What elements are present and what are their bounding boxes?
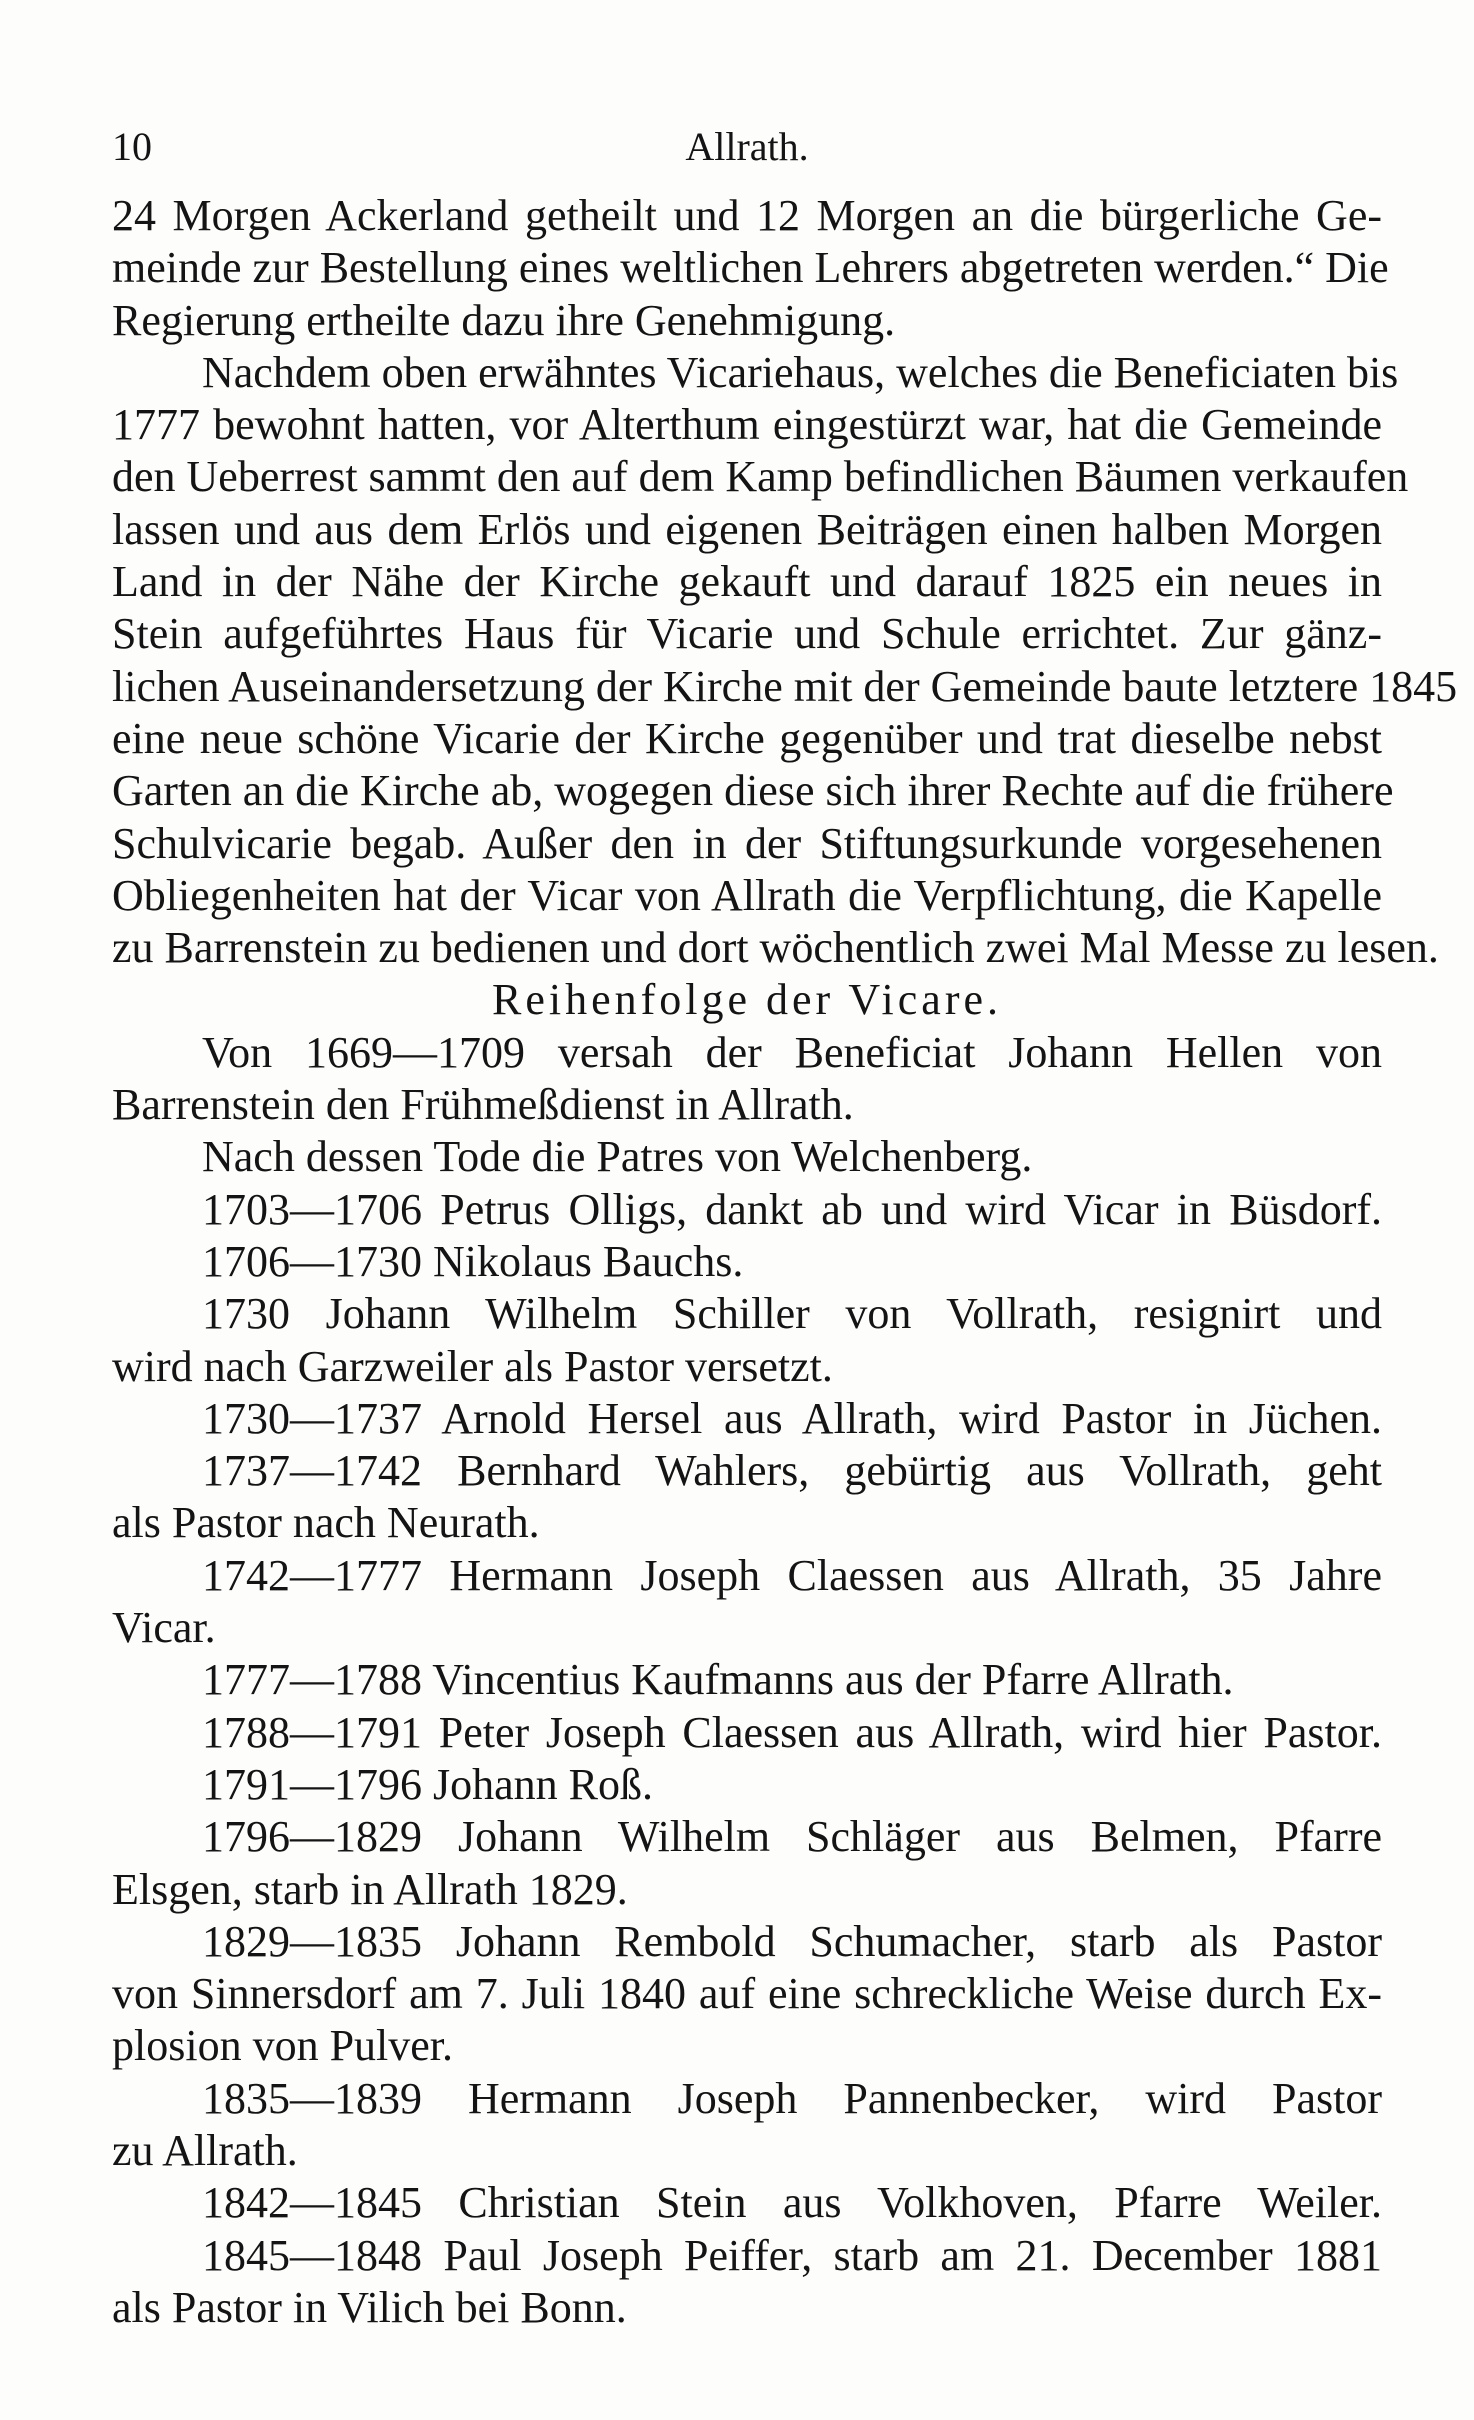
entry-line: wird nach Garzweiler als Pastor versetzt. (112, 1341, 833, 1391)
text-line: lassen und aus dem Erlös und eigenen Beiträgen einen halben Morgen (112, 504, 1382, 554)
entry-line: 1835—1839 Hermann Joseph Pannenbecker, wird Pastor (202, 2073, 1382, 2123)
text-line: zu Barrenstein zu bedienen und dort wöchentlich zwei Mal Messe zu lesen. (112, 923, 1439, 973)
entry-line: 1706—1730 Nikolaus Bauchs. (202, 1236, 744, 1286)
entry-line: 1730 Johann Wilhelm Schiller von Vollrath, resignirt und (202, 1289, 1382, 1339)
text-line: Nachdem oben erwähntes Vicariehaus, welches die Beneficiaten bis (202, 347, 1399, 397)
entry-line: Von 1669—1709 versah der Beneficiat Johann Hellen von (202, 1027, 1382, 1077)
body-text (112, 190, 1458, 2334)
entry-line: 1796—1829 Johann Wilhelm Schläger aus Belmen, Pfarre (202, 1812, 1382, 1862)
page-number: 10 (112, 124, 152, 169)
entry-line: 1845—1848 Paul Joseph Peiffer, starb am 21. December 1881 (202, 2230, 1382, 2280)
entry-line: 1742—1777 Hermann Joseph Claessen aus Allrath, 35 Jahre (202, 1550, 1382, 1600)
text-line: Land in der Nähe der Kirche gekauft und darauf 1825 ein neues in (112, 557, 1382, 607)
text-line: meinde zur Bestellung eines weltlichen Lehrers abgetreten werden.“ Die (112, 243, 1389, 293)
entry-line: Barrenstein den Frühmeßdienst in Allrath. (112, 1080, 854, 1130)
text-line: den Ueberrest sammt den auf dem Kamp befindlichen Bäumen verkaufen (112, 452, 1409, 502)
entry-line: Nach dessen Tode die Patres von Welchenberg. (202, 1132, 1033, 1182)
text-line: Regierung ertheilte dazu ihre Genehmigung. (112, 295, 896, 345)
page-header (112, 122, 1382, 182)
entry-line: plosion von Pulver. (112, 2021, 454, 2071)
entry-line: 1829—1835 Johann Rembold Schumacher, starb als Pastor (202, 1916, 1382, 1966)
entry-line: als Pastor nach Neurath. (112, 1498, 540, 1548)
entry-line: Elsgen, starb in Allrath 1829. (112, 1864, 628, 1914)
text-line: Schulvicarie begab. Außer den in der Stiftungsurkunde vorgesehenen (112, 818, 1382, 868)
entry-line: 1703—1706 Petrus Olligs, dankt ab und wird Vicar in Büsdorf. (202, 1184, 1382, 1234)
entry-line: 1777—1788 Vincentius Kaufmanns aus der Pfarre Allrath. (202, 1655, 1234, 1705)
entry-line: zu Allrath. (112, 2125, 298, 2175)
section-heading: Reihenfolge der Vicare. (491, 975, 1003, 1025)
entry-line: 1737—1742 Bernhard Wahlers, gebürtig aus Vollrath, geht (202, 1446, 1382, 1496)
entry-line: Vicar. (112, 1603, 216, 1653)
entry-line: 1730—1737 Arnold Hersel aus Allrath, wird Pastor in Jüchen. (202, 1393, 1382, 1443)
entry-line: 1791—1796 Johann Roß. (202, 1759, 653, 1809)
text-line: Obliegenheiten hat der Vicar von Allrath die Verpflichtung, die Kapelle (112, 870, 1382, 920)
text-line: lichen Auseinandersetzung der Kirche mit der Gemeinde baute letztere 1845 (112, 661, 1458, 711)
text-line: Garten an die Kirche ab, wogegen diese sich ihrer Rechte auf die frühere (112, 766, 1394, 816)
entry-line: als Pastor in Vilich bei Bonn. (112, 2282, 627, 2332)
entry-line: 1842—1845 Christian Stein aus Volkhoven, Pfarre Weiler. (202, 2178, 1382, 2228)
text-line: eine neue schöne Vicarie der Kirche gegenüber und trat dieselbe nebst (112, 713, 1382, 763)
text-line: Stein aufgeführtes Haus für Vicarie und Schule errichtet. Zur gänz- (112, 609, 1382, 659)
text-line: 1777 bewohnt hatten, vor Alterthum eingestürzt war, hat die Gemeinde (112, 400, 1382, 450)
entry-line: von Sinnersdorf am 7. Juli 1840 auf eine schreckliche Weise durch Ex- (112, 1969, 1382, 2019)
running-head: Allrath. (685, 124, 809, 169)
entry-line: 1788—1791 Peter Joseph Claessen aus Allrath, wird hier Pastor. (202, 1707, 1382, 1757)
text-line: 24 Morgen Ackerland getheilt und 12 Morgen an die bürgerliche Ge- (112, 191, 1382, 240)
